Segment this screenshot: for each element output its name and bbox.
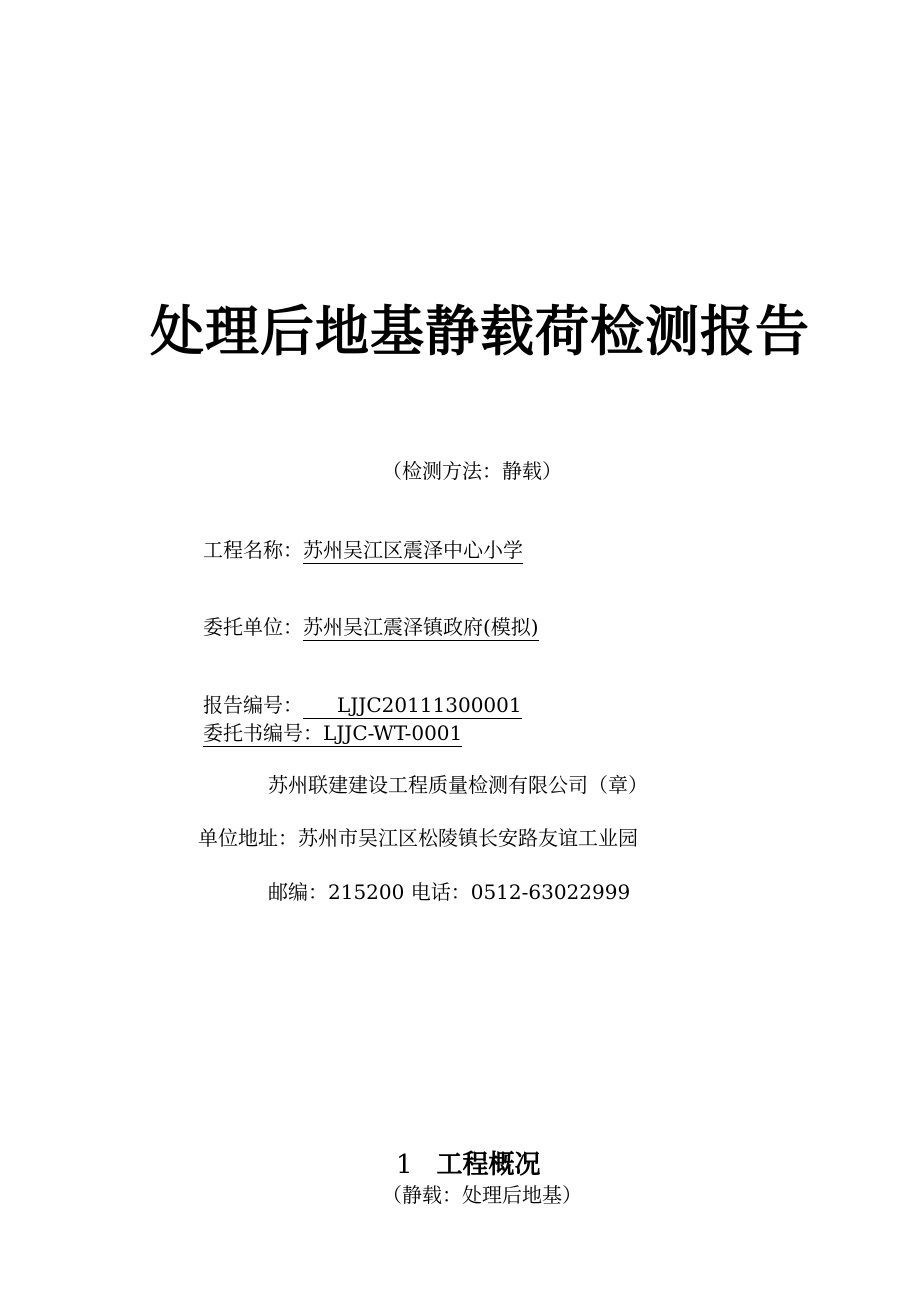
client-value: 苏州吴江震泽镇政府(模拟) [303, 615, 539, 639]
address-label: 单位地址： [198, 826, 298, 850]
report-number-value: LJJC20111300001 [337, 693, 522, 717]
contract-number-field [203, 720, 462, 746]
address-value: 苏州市吴江区松陵镇长安路友谊工业园 [298, 826, 638, 850]
phone-value: 0512-63022999 [470, 880, 631, 904]
section-title: 工程概况 [436, 1150, 541, 1180]
contract-number-underline [203, 721, 462, 747]
address-field [198, 825, 638, 851]
report-number-underline [303, 693, 522, 719]
project-name-label: 工程名称： [203, 538, 303, 562]
contract-number-value: LJJC-WT-0001 [323, 721, 463, 745]
client-field [203, 614, 539, 640]
project-name-field [203, 537, 523, 563]
postal-label: 邮编： [268, 880, 328, 904]
section-heading [396, 1148, 541, 1182]
phone-label: 电话： [410, 880, 471, 904]
report-number-label: 报告编号： [203, 693, 303, 717]
company-name: 苏州联建建设工程质量检测有限公司（章） [268, 773, 648, 797]
postal-value: 215200 [328, 880, 405, 904]
client-label: 委托单位： [203, 615, 303, 639]
project-name-value: 苏州吴江区震泽中心小学 [303, 538, 523, 562]
test-method: （检测方法：静载） [382, 459, 562, 483]
postal-phone-field [268, 879, 630, 905]
contract-number-label: 委托书编号： [203, 721, 323, 745]
section-subtitle: （静载：处理后地基） [382, 1183, 582, 1207]
report-number-field [203, 692, 522, 718]
section-number: 1 [396, 1150, 413, 1180]
report-title: 处理后地基静载荷检测报告 [150, 300, 810, 363]
